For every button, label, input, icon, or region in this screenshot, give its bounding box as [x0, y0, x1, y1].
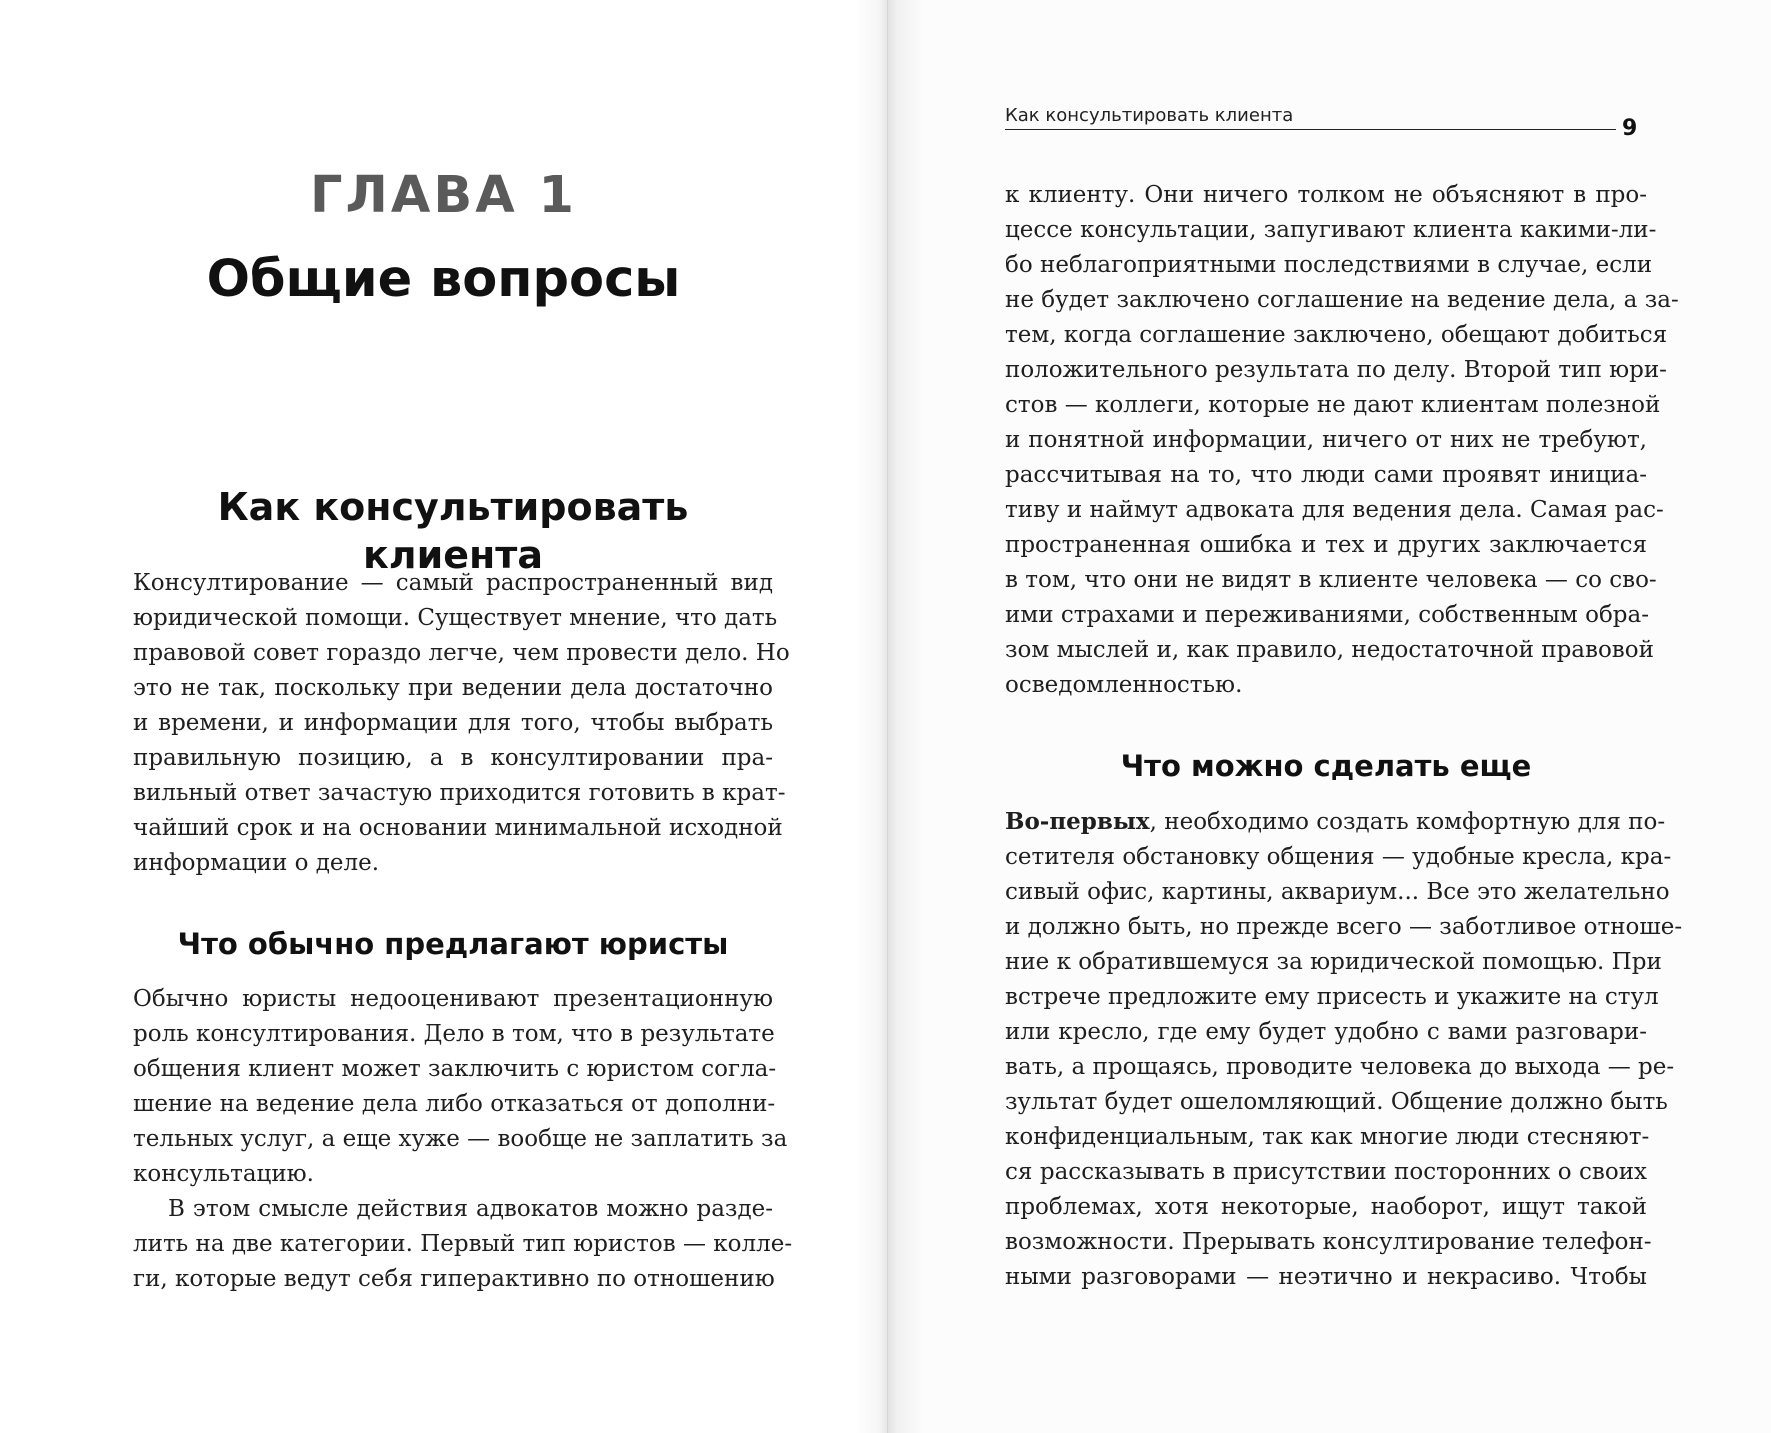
text-line: и должно быть, но прежде всего — заботливое отноше-: [1005, 914, 1683, 940]
text-line: ся рассказывать в присутствии посторонних о своих: [1005, 1159, 1647, 1185]
text-line: ги, которые ведут себя гиперактивно по отношению: [133, 1266, 775, 1292]
text-line: общения клиент может заключить с юристом согла-: [133, 1056, 777, 1082]
left-paragraph-3: [133, 1192, 793, 1297]
text-line: и понятной информации, ничего от них не требуют,: [1005, 427, 1647, 453]
text-line: роль консултирования. Дело в том, что в результате: [133, 1021, 775, 1047]
text-line: к клиенту. Они ничего толком не объясняют в про-: [1005, 182, 1647, 208]
text-line: консультацию.: [133, 1161, 314, 1187]
chapter-label: ГЛАВА 1: [310, 166, 577, 225]
text-line: сивый офис, картины, аквариум... Все это желательно: [1005, 879, 1670, 905]
text-line: ными разговорами — неэтично и некрасиво. Чтобы: [1005, 1264, 1647, 1290]
book-gutter-shadow: [854, 0, 924, 1433]
text-line: осведомленностью.: [1005, 672, 1243, 698]
text-line: вильный ответ зачастую приходится готовить в крат-: [133, 780, 786, 806]
text-line: в том, что они не видят в клиенте человека — со сво-: [1005, 567, 1657, 593]
text-line: цессе консультации, запугивают клиента какими-ли-: [1005, 217, 1657, 243]
subheading-right: Что можно сделать еще: [1120, 749, 1532, 783]
text-line: Консултирование — самый распространенный вид: [133, 570, 773, 596]
text-line: пространенная ошибка и тех и других заключается: [1005, 532, 1647, 558]
text-line: тем, когда соглашение заключено, обещают добиться: [1005, 322, 1668, 348]
text-line: шение на ведение дела либо отказаться от дополни-: [133, 1091, 776, 1117]
text-line: Обычно юристы недооценивают презентационную: [133, 986, 773, 1012]
bold-lead-word: Во-первых: [1005, 808, 1150, 835]
text-line: это не так, поскольку при ведении дела достаточно: [133, 675, 773, 701]
running-header: Как консультировать клиента: [1005, 105, 1294, 126]
header-rule: [1005, 129, 1616, 130]
text-line: вать, а прощаясь, проводите человека до выхода — ре-: [1005, 1054, 1675, 1080]
text-line: [1005, 804, 1666, 840]
text-line: зом мыслей и, как правило, недостаточной правовой: [1005, 637, 1654, 663]
text-line: проблемах, хотя некоторые, наоборот, ищут такой: [1005, 1194, 1647, 1220]
text-line: ими страхами и переживаниями, собственным обра-: [1005, 602, 1649, 628]
text-line: не будет заключено соглашение на ведение дела, а за-: [1005, 287, 1679, 313]
text-line: сетителя обстановку общения — удобные кресла, кра-: [1005, 844, 1672, 870]
text-line: и времени, и информации для того, чтобы выбрать: [133, 710, 773, 736]
text-line: правильную позицию, а в консултировании пра-: [133, 745, 773, 771]
chapter-title: Общие вопросы: [206, 250, 681, 309]
text-line: чайший срок и на основании минимальной исходной: [133, 815, 783, 841]
text-line: рассчитывая на то, что люди сами проявят инициа-: [1005, 462, 1647, 488]
text-line: положительного результата по делу. Второй тип юри-: [1005, 357, 1667, 383]
text-line: конфиденциальным, так как многие люди стесняют-: [1005, 1124, 1650, 1150]
section-heading: Как консультировать клиента: [217, 485, 689, 577]
subheading-left: Что обычно предлагают юристы: [177, 927, 729, 961]
text-line: тельных услуг, а еще хуже — вообще не заплатить за: [133, 1126, 788, 1152]
text-line: зультат будет ошеломляющий. Общение должно быть: [1005, 1089, 1668, 1115]
text-line: В этом смысле действия адвокатов можно разде-: [168, 1196, 773, 1222]
text-line: тиву и наймут адвоката для ведения дела. Самая рас-: [1005, 497, 1664, 523]
left-paragraph-1: [133, 566, 790, 881]
text-line: встрече предложите ему присесть и укажите на стул: [1005, 984, 1659, 1010]
book-spine-line: [887, 0, 888, 1433]
text-line: стов — коллеги, которые не дают клиентам полезной: [1005, 392, 1661, 418]
right-paragraph-1: [1005, 178, 1679, 703]
text-line: информации о деле.: [133, 850, 380, 876]
text-line: или кресло, где ему будет удобно с вами разговари-: [1005, 1019, 1647, 1045]
left-paragraph-2: [133, 982, 788, 1192]
text-line: бо неблагоприятными последствиями в случае, если: [1005, 252, 1653, 278]
text-line: лить на две категории. Первый тип юристов — колле-: [133, 1231, 793, 1257]
text-fragment: , необходимо создать комфортную для по-: [1149, 809, 1666, 835]
text-line: ние к обратившемуся за юридической помощью. При: [1005, 949, 1662, 975]
text-line: юридической помощи. Существует мнение, что дать: [133, 605, 778, 631]
text-line: возможности. Прерывать консултирование телефон-: [1005, 1229, 1652, 1255]
right-paragraph-2: [1005, 804, 1683, 1295]
page-number: 9: [1622, 116, 1638, 141]
text-line: правовой совет гораздо легче, чем провести дело. Но: [133, 640, 790, 666]
